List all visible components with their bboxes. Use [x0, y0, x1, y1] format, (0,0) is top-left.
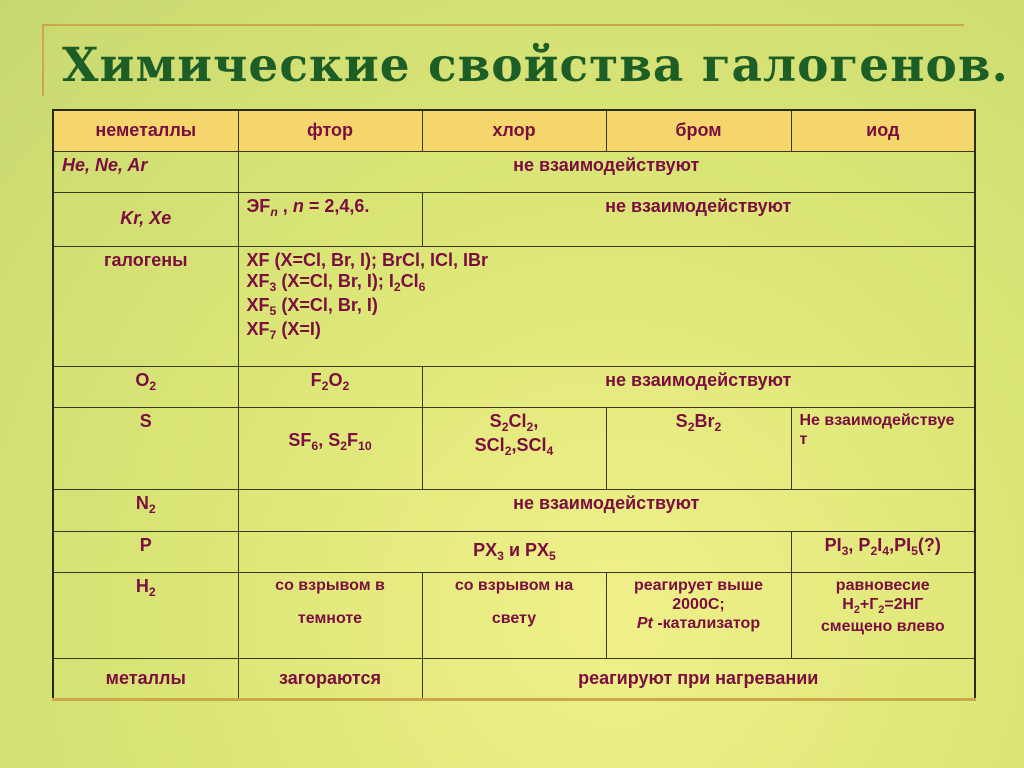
decor-horizontal-line — [42, 24, 964, 26]
row-label-noble-gases: He, Ne, Ar — [53, 151, 238, 192]
cell-interhalogen-compounds: XF (X=Cl, Br, I); BrCl, ICl, IBr $XF_3$ (X=Cl, Br, I); $I_2Cl_6$ $XF_5$ (X=Cl, Br, I) $XF_7$ (X=I) — [238, 246, 975, 366]
cell-hydrogen-iodine: равновесие $H_2+Г_2=2НГ$ смещено влево — [791, 572, 975, 658]
table-row — [53, 531, 975, 572]
row-label-hydrogen: $H_2$ — [53, 572, 238, 658]
cell-sulfur-bromide: $S_2Br_2$ — [606, 408, 791, 490]
slide-title: Химические свойства галогенов. — [62, 38, 1009, 93]
table-row — [53, 572, 975, 658]
header-chlorine: хлор — [422, 110, 606, 151]
cell-sulfur-iodine-no-reaction: Не взаимодействуе т — [791, 408, 975, 490]
row-label-sulfur: S — [53, 408, 238, 490]
row-label-phosphorus: P — [53, 531, 238, 572]
table-row — [53, 246, 975, 366]
cell-no-reaction: не взаимодействуют — [422, 192, 975, 246]
row-label-oxygen: $O_2$ — [53, 367, 238, 408]
cell-hydrogen-chlorine: со взрывом на свету — [422, 572, 606, 658]
row-label-halogens: галогены — [53, 246, 238, 366]
cell-sulfur-chlorides: $S_2Cl_2$, SCl$_2$,SCl$_4$ — [422, 408, 606, 490]
cell-no-reaction: не взаимодействуют — [422, 367, 975, 408]
table-row — [53, 658, 975, 699]
cell-no-reaction: не взаимодействуют — [238, 151, 975, 192]
cell-hydrogen-fluorine: со взрывом в темноте — [238, 572, 422, 658]
table-row — [53, 367, 975, 408]
cell-hydrogen-bromine: реагирует выше 2000С; Pt -катализатор — [606, 572, 791, 658]
cell-metals-fluorine: загораются — [238, 658, 422, 699]
cell-xe-fluorides: $ЭF_n$ , n = 2,4,6. — [238, 192, 422, 246]
row-label-nitrogen: $N_2$ — [53, 490, 238, 531]
cell-oxygen-fluoride: $F_2O_2$ — [238, 367, 422, 408]
cell-sulfur-fluorides: $SF_6$, $S_2F_{10}$ — [238, 408, 422, 490]
row-label-metals: металлы — [53, 658, 238, 699]
header-fluorine: фтор — [238, 110, 422, 151]
table-row — [53, 192, 975, 246]
cell-metals-heating: реагируют при нагревании — [422, 658, 975, 699]
cell-phosphorus-halides: $PX_3$ и $PX_5$ — [238, 531, 791, 572]
table-row — [53, 151, 975, 192]
row-label-kr-xe: Kr, Xe — [53, 192, 238, 246]
header-row — [53, 110, 975, 151]
halogen-properties-table — [52, 109, 976, 701]
table-row — [53, 408, 975, 490]
header-iodine: иод — [791, 110, 975, 151]
header-nonmetals: неметаллы — [53, 110, 238, 151]
decor-vertical-line — [42, 24, 44, 96]
cell-no-reaction: не взаимодействуют — [238, 490, 975, 531]
header-bromine: бром — [606, 110, 791, 151]
table-row — [53, 490, 975, 531]
cell-phosphorus-iodides: $PI_3$, $P_2I_4,PI_5(?)$ — [791, 531, 975, 572]
